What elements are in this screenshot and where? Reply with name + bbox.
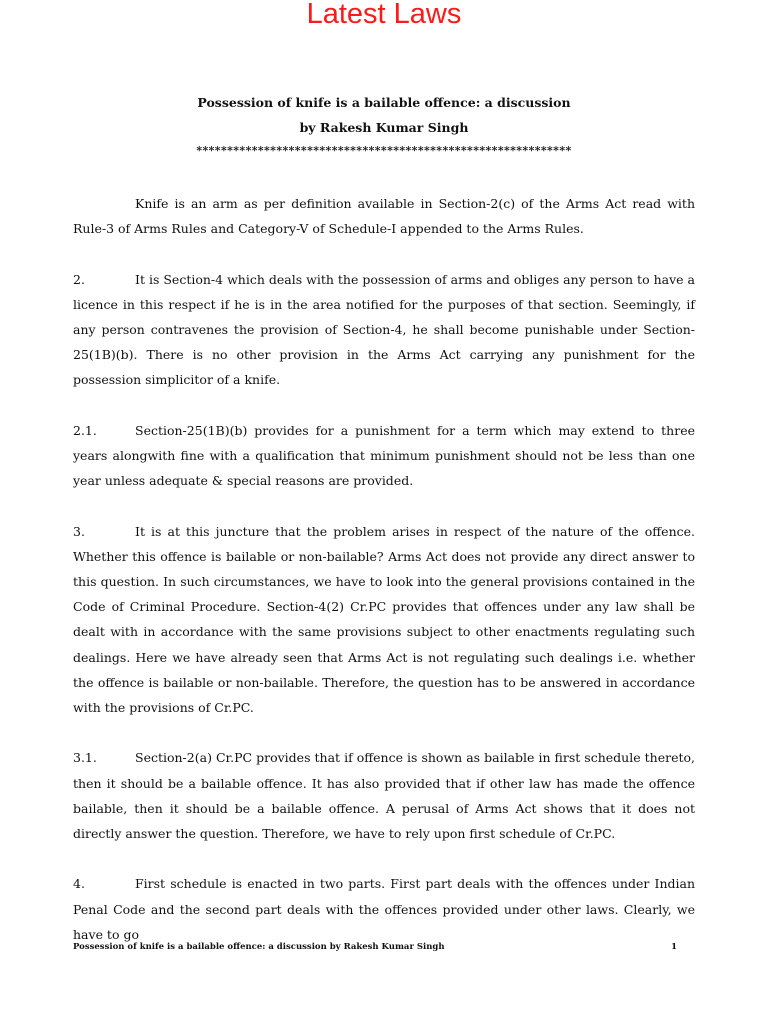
site-brand: Latest Laws (306, 0, 462, 30)
paragraph-text: Knife is an arm as per definition available in Section-2(c) of the Arms Act read with Rule-3 of Arms Rules and Category-V of Schedule-I appended to the Arms Rules. (73, 196, 695, 237)
paragraph-3 (73, 519, 695, 721)
page-number: 1 (671, 942, 677, 952)
paragraph-2 (73, 267, 695, 393)
paragraph-2-1 (73, 418, 695, 494)
paragraph-4 (73, 871, 695, 947)
paragraph-text: First schedule is enacted in two parts. First part deals with the offences under Indian Penal Code and the second part deals with the offences provided under other laws. Clearly, we have to go (73, 876, 695, 942)
paragraph-text: Section-2(a) Cr.PC provides that if offence is shown as bailable in first schedule thereto, then it should be a bailable offence. It has also provided that if other law has made the offence bailable, then it should be a bailable offence. A perusal of Arms Act shows that it does not directly answer the question. Therefore, we have to rely upon first schedule of Cr.PC. (73, 750, 695, 842)
separator-line: ************************************************************* (196, 145, 572, 157)
paragraph-number: 4. (73, 876, 85, 892)
paragraph-3-1 (73, 745, 695, 846)
paragraph-number: 2. (73, 271, 85, 287)
paragraph-text: It is at this juncture that the problem arises in respect of the nature of the offence. Whether this offence is bailable or non-bailable? Arms Act does not provide any direct answer to this question. In such circumstances, we have to look into the general provisions contained in the Code of Criminal Procedure. Section-4(2) Cr.PC provides that offences under any law shall be dealt with in accordance with the same provisions subject to other enactments regulating such dealings. Here we have already seen that Arms Act is not regulating such dealings i.e. whether the offence is bailable or non-bailable. Therefore, the question has to be answered in accordance with the provisions of Cr.PC. (73, 523, 695, 716)
paragraph-number: 3.1. (73, 750, 97, 766)
paragraph-number: 3. (73, 523, 85, 539)
paragraph-1 (73, 191, 695, 241)
paragraph-text: Section-25(1B)(b) provides for a punishment for a term which may extend to three years alongwith fine with a qualification that minimum punishment should not be less than one year unless adequate & special reasons are provided. (73, 422, 695, 489)
document-author: by Rakesh Kumar Singh (299, 120, 469, 135)
paragraph-number: 2.1. (73, 422, 97, 438)
document-title: Possession of knife is a bailable offence: a discussion (197, 95, 571, 110)
footer-title: Possession of knife is a bailable offence: a discussion by Rakesh Kumar Singh (73, 942, 445, 952)
paragraph-text: It is Section-4 which deals with the possession of arms and obliges any person to have a licence in this respect if he is in the area notified for the purposes of that section. Seemingly, if any person contravenes the provision of Section-4, he shall become punishable under Section-25(1B)(b). There is no other provision in the Arms Act carrying any punishment for the possession simplicitor of a knife. (73, 271, 695, 388)
document-body (73, 191, 695, 972)
